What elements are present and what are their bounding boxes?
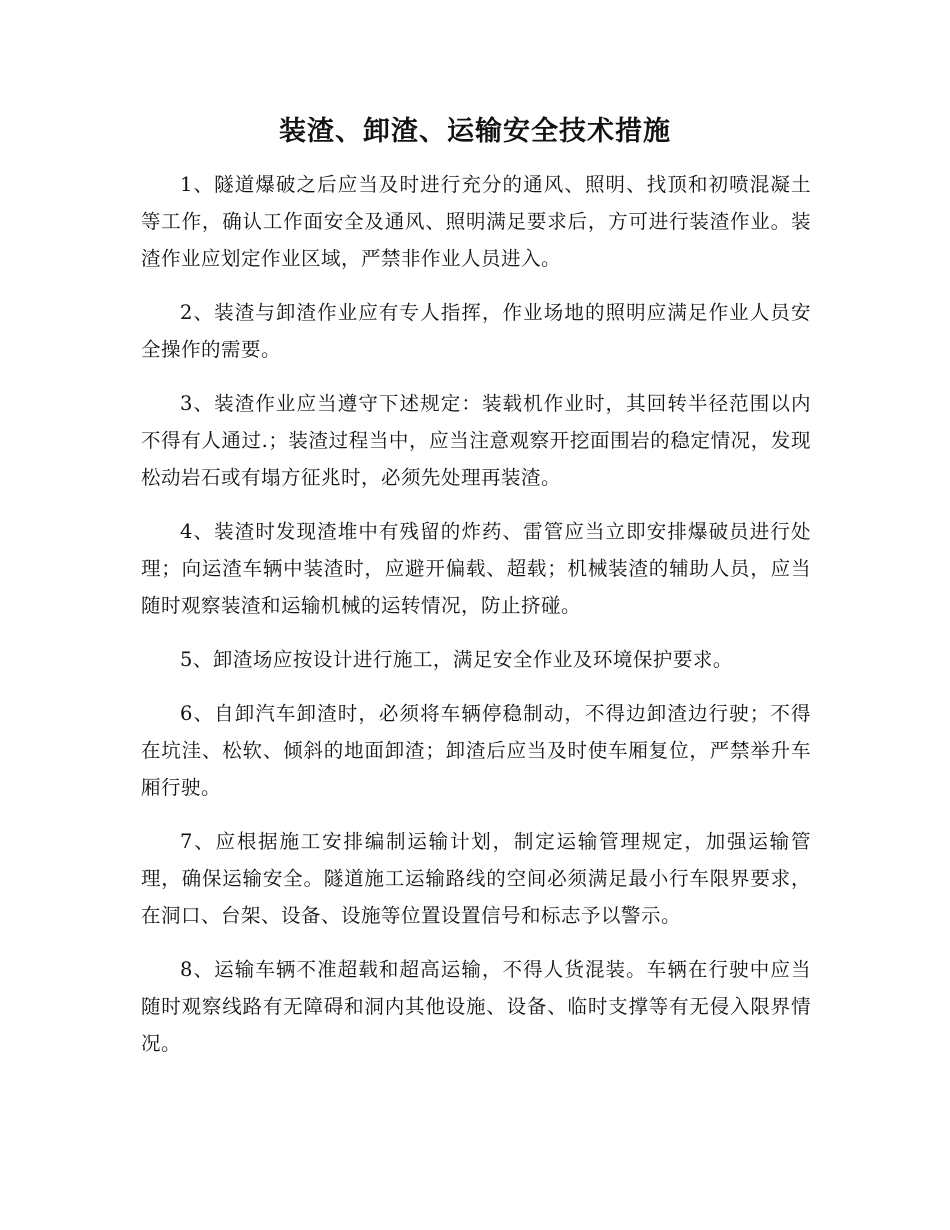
document-body bbox=[141, 166, 811, 1079]
paragraph-6: 6、自卸汽车卸渣时，必须将车辆停稳制动，不得边卸渣边行驶；不得在坑洼、松软、倾斜的地面卸渣；卸渣后应当及时使车厢复位，严禁举升车厢行驶。 bbox=[141, 702, 811, 799]
paragraph-1: 1、隧道爆破之后应当及时进行充分的通风、照明、找顶和初喷混凝土等工作，确认工作面安全及通风、照明满足要求后，方可进行装渣作业。装渣作业应划定作业区域，严禁非作业人员进入。 bbox=[141, 173, 811, 270]
paragraph-7: 7、应根据施工安排编制运输计划，制定运输管理规定，加强运输管理，确保运输安全。隧道施工运输路线的空间必须满足最小行车限界要求，在洞口、台架、设备、设施等位置设置信号和标志予以警示。 bbox=[141, 830, 811, 927]
paragraph-8: 8、运输车辆不准超载和超高运输，不得人货混装。车辆在行驶中应当随时观察线路有无障碍和洞内其他设施、设备、临时支撑等有无侵入限界情况。 bbox=[141, 958, 811, 1055]
paragraph-5: 5、卸渣场应按设计进行施工，满足安全作业及环境保护要求。 bbox=[180, 648, 733, 671]
document-title: 装渣、卸渣、运输安全技术措施 bbox=[279, 116, 671, 147]
paragraph-4: 4、装渣时发现渣堆中有残留的炸药、雷管应当立即安排爆破员进行处理；向运渣车辆中装渣时，应避开偏载、超载；机械装渣的辅助人员，应当随时观察装渣和运输机械的运转情况，防止挤碰。 bbox=[141, 520, 811, 617]
paragraph-2: 2、装渣与卸渣作业应有专人指挥，作业场地的照明应满足作业人员安全操作的需要。 bbox=[141, 301, 811, 361]
paragraph-3: 3、装渣作业应当遵守下述规定：装载机作业时，其回转半径范围以内不得有人通过.；装渣过程当中，应当注意观察开挖面围岩的稳定情况，发现松动岩石或有塌方征兆时，必须先处理再装渣。 bbox=[141, 392, 811, 489]
